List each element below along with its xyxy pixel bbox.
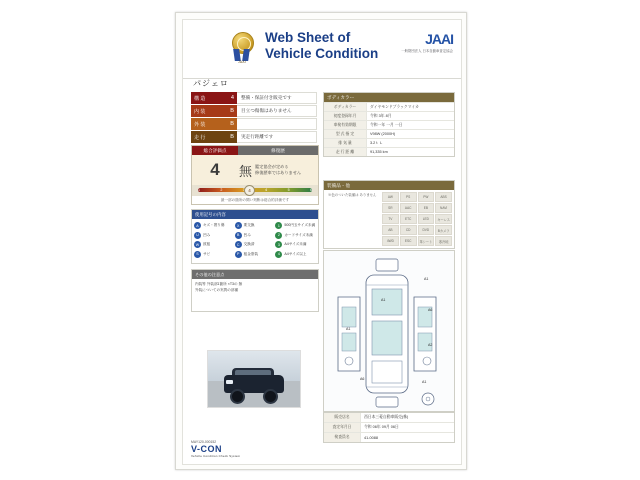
legend-item bbox=[275, 232, 316, 239]
legend-text: A4サイズ未満 bbox=[284, 242, 307, 246]
legend-text: 板金塗装 bbox=[243, 251, 259, 256]
legend-item bbox=[275, 251, 316, 258]
model-name: パジェロ bbox=[193, 79, 229, 88]
spec-value: 令和一年 一月 一日 bbox=[370, 122, 403, 127]
vehicle-condition-sheet bbox=[175, 12, 467, 470]
repair-message-line1: 鑑定協会が定める bbox=[255, 163, 289, 169]
equipment-heading: 装備品・他 bbox=[324, 181, 454, 190]
equipment-chip: キーレス bbox=[435, 214, 452, 224]
equipment-chip: AAC bbox=[400, 203, 417, 213]
spec-value: ダイヤモンドブラックマイカ bbox=[370, 104, 419, 109]
legend-item bbox=[235, 241, 276, 248]
sheet-header bbox=[183, 20, 461, 79]
grade-value: 目立つ傷傷はありません bbox=[237, 105, 317, 117]
spec-key: 排 気 量 bbox=[324, 139, 367, 147]
vcon-brand-sub: Vehicle Condition Check System bbox=[191, 454, 241, 458]
equipment-chip: LED bbox=[418, 214, 435, 224]
legend-item bbox=[194, 241, 235, 248]
evaluation-note: 最一部の箇所の間い判断は総合的評価です bbox=[192, 195, 318, 204]
legend-panel bbox=[191, 209, 319, 264]
repair-mark: 無 bbox=[239, 163, 253, 179]
spec-table bbox=[323, 92, 455, 157]
spec-row bbox=[324, 129, 454, 138]
equipment-chip: CD bbox=[400, 225, 417, 235]
scale-tick: 2 bbox=[220, 188, 223, 192]
spec-row bbox=[324, 138, 454, 147]
legend-text: 交換済 bbox=[243, 242, 255, 246]
dealer-key: 検査員名 bbox=[324, 433, 361, 442]
spec-row bbox=[324, 120, 454, 129]
legend-item bbox=[275, 241, 316, 248]
dealer-value: 西日本三菱自動車販売(株) bbox=[364, 415, 409, 419]
medal-icon bbox=[229, 32, 255, 62]
vcon-brand: V-CON bbox=[191, 444, 223, 454]
grade-list bbox=[191, 92, 317, 144]
diagram-label: A6 bbox=[360, 377, 365, 381]
grade-row bbox=[191, 92, 317, 104]
grade-label: 内 装 bbox=[194, 108, 206, 115]
car-illustration bbox=[224, 368, 284, 398]
jaai-mark: JAAI bbox=[425, 31, 453, 47]
legend-text: 凹み bbox=[243, 232, 251, 237]
equipment-chip: 4WD bbox=[382, 236, 399, 246]
grade-row bbox=[191, 118, 317, 130]
grade-row bbox=[191, 105, 317, 117]
legend-badge-icon: U bbox=[194, 232, 201, 239]
scale-tick: 6 bbox=[309, 188, 312, 192]
legend-column-2 bbox=[235, 222, 276, 260]
legend-column-3 bbox=[275, 222, 316, 260]
equipment-note: ※色のついた装備は ありません bbox=[328, 193, 377, 197]
spec-heading: ボディカラー bbox=[324, 93, 454, 102]
evaluation-body bbox=[192, 155, 318, 185]
grade-rank: B bbox=[230, 134, 234, 140]
memo-panel bbox=[191, 269, 319, 312]
diagram-label: A1 bbox=[381, 298, 386, 302]
equipment-chip: SR bbox=[382, 203, 399, 213]
dealer-table bbox=[323, 412, 455, 443]
legend-badge-icon: X bbox=[235, 222, 242, 229]
equipment-chip: AW bbox=[382, 192, 399, 202]
equipment-panel bbox=[323, 180, 455, 249]
repair-history bbox=[238, 155, 318, 185]
equipment-chip: 寒冷地 bbox=[435, 236, 452, 246]
dealer-value: 41-0088 bbox=[364, 435, 378, 440]
evaluation-head-right: 修復歴 bbox=[238, 146, 318, 155]
page-title-line1: Web Sheet of bbox=[265, 30, 351, 45]
grade-value bbox=[237, 118, 317, 130]
legend-badge-icon: 4 bbox=[275, 251, 282, 258]
legend-text: 500円玉サイズ未満 bbox=[284, 223, 316, 227]
equipment-chip: PS bbox=[400, 192, 417, 202]
equipment-chip: ABS bbox=[435, 192, 452, 202]
document-code: MAY120-000152 bbox=[191, 440, 217, 444]
vehicle-photo bbox=[207, 350, 301, 408]
spec-value: 令和 3年 8月 bbox=[370, 113, 392, 118]
legend-badge-icon: 2 bbox=[275, 232, 282, 239]
equipment-chip: TV bbox=[382, 214, 399, 224]
car-outline-svg bbox=[324, 251, 454, 411]
sheet-footer bbox=[191, 440, 459, 458]
legend-badge-icon: 3 bbox=[275, 241, 282, 248]
equipment-chip: ESC bbox=[400, 236, 417, 246]
legend-badge-icon: 1 bbox=[275, 222, 282, 229]
evaluation-head-left: 総合評価点 bbox=[192, 146, 238, 155]
jaai-logo bbox=[401, 31, 453, 54]
medal-caption: JAAI bbox=[238, 60, 246, 64]
spec-key: 型 式 指 定 bbox=[324, 130, 367, 138]
diagram-label: A2 bbox=[428, 343, 433, 347]
grade-label: 外 装 bbox=[194, 121, 206, 128]
spec-key: 初度登録年月 bbox=[324, 112, 367, 120]
scale-tick: 1 bbox=[198, 188, 200, 192]
spec-row bbox=[324, 147, 454, 156]
grade-value: 実走行距離です bbox=[237, 131, 317, 143]
repair-message-line2: 修復歴車ではありません bbox=[255, 170, 302, 175]
legend-item bbox=[235, 232, 276, 239]
score-scale-ticks bbox=[198, 186, 312, 194]
grade-rank: B bbox=[230, 108, 234, 114]
diagram-label: A6 bbox=[428, 308, 433, 312]
equipment-chip: NAVI bbox=[435, 203, 452, 213]
diagram-label: A1 bbox=[424, 277, 429, 281]
spec-key: 車検有効期限 bbox=[324, 121, 367, 129]
spec-value: V98W (2000H) bbox=[370, 132, 396, 136]
page-title-line2: Vehicle Condition bbox=[265, 45, 379, 61]
spec-key: 走 行 距 離 bbox=[324, 148, 367, 156]
legend-item bbox=[235, 222, 276, 229]
legend-item bbox=[235, 251, 276, 258]
equipment-chip: PW bbox=[418, 192, 435, 202]
scale-tick: 4 bbox=[265, 188, 268, 192]
repair-message bbox=[255, 164, 301, 177]
grade-rank: 4 bbox=[230, 95, 234, 101]
dealer-key: 販売店名 bbox=[324, 413, 361, 422]
legend-badge-icon: P bbox=[235, 251, 242, 258]
memo-heading: その他の注意点 bbox=[192, 270, 318, 279]
memo-line-2: 外装についての実質の部備 bbox=[195, 287, 239, 292]
equipment-chip: AB bbox=[382, 225, 399, 235]
legend-badge-icon: B bbox=[235, 232, 242, 239]
legend-body bbox=[192, 219, 318, 263]
legend-badge-icon: W bbox=[195, 242, 200, 247]
dealer-row bbox=[324, 413, 454, 422]
equipment-chip: EB bbox=[418, 203, 435, 213]
body-damage-diagram bbox=[323, 250, 455, 412]
equipment-chip: ETC bbox=[400, 214, 417, 224]
dealer-key: 査定年月日 bbox=[324, 423, 361, 432]
legend-item bbox=[194, 222, 235, 229]
legend-item bbox=[194, 251, 235, 258]
spec-key: ボディカラー bbox=[324, 103, 367, 111]
jaai-sub: 一般財団法人 日本自動車査定協会 bbox=[401, 49, 453, 53]
equipment-chip: DVD bbox=[418, 225, 435, 235]
evaluation-panel bbox=[191, 145, 319, 205]
sheet-inner bbox=[182, 19, 462, 465]
dealer-value: 令和 06年 09月 06日 bbox=[364, 425, 399, 429]
equipment-body bbox=[324, 190, 454, 248]
grade-label: 走 行 bbox=[194, 134, 206, 141]
legend-badge-icon: A bbox=[194, 222, 201, 229]
legend-text: キズ・擦り傷 bbox=[203, 223, 225, 227]
grade-rank: B bbox=[230, 121, 234, 127]
page-title bbox=[265, 30, 378, 62]
legend-text: サビ bbox=[203, 251, 211, 256]
evaluation-header bbox=[192, 146, 318, 155]
legend-heading: 使用記号の内容 bbox=[192, 210, 318, 219]
spec-row bbox=[324, 111, 454, 120]
memo-body bbox=[192, 279, 318, 311]
memo-line-1: 内装等 外装部1箇所 ×T3の 無 bbox=[195, 282, 243, 286]
dealer-row bbox=[324, 422, 454, 432]
legend-text: カードサイズ未満 bbox=[284, 232, 313, 237]
legend-text: A4サイズ以上 bbox=[284, 251, 307, 256]
equipment-chip: Bカメラ bbox=[435, 225, 452, 235]
legend-text: 凹み bbox=[203, 232, 211, 237]
grade-label: 構 造 bbox=[194, 95, 206, 102]
legend-item bbox=[194, 232, 235, 239]
legend-column-1 bbox=[194, 222, 235, 260]
legend-badge-icon: S bbox=[194, 251, 201, 258]
grade-value: 整備・保証付き販売です bbox=[237, 92, 317, 104]
grade-row bbox=[191, 131, 317, 143]
score-scale-pin: 4 bbox=[244, 185, 255, 196]
diagram-label: A1 bbox=[422, 380, 427, 384]
legend-text: 波板 bbox=[203, 242, 211, 246]
legend-item bbox=[275, 222, 316, 229]
equipment-chip: 革シート bbox=[418, 236, 435, 246]
evaluation-score: 4 bbox=[210, 160, 220, 179]
equipment-chip-grid bbox=[382, 192, 452, 246]
spec-value: 3.2ｔ L bbox=[370, 140, 383, 145]
scale-tick: 5 bbox=[287, 188, 290, 192]
legend-badge-icon: C bbox=[235, 241, 242, 248]
score-scale bbox=[192, 185, 318, 195]
spec-row bbox=[324, 102, 454, 111]
legend-text: 要交換 bbox=[243, 223, 255, 227]
spec-value: 91,335 km bbox=[370, 150, 388, 154]
diagram-label: A1 bbox=[346, 327, 351, 331]
